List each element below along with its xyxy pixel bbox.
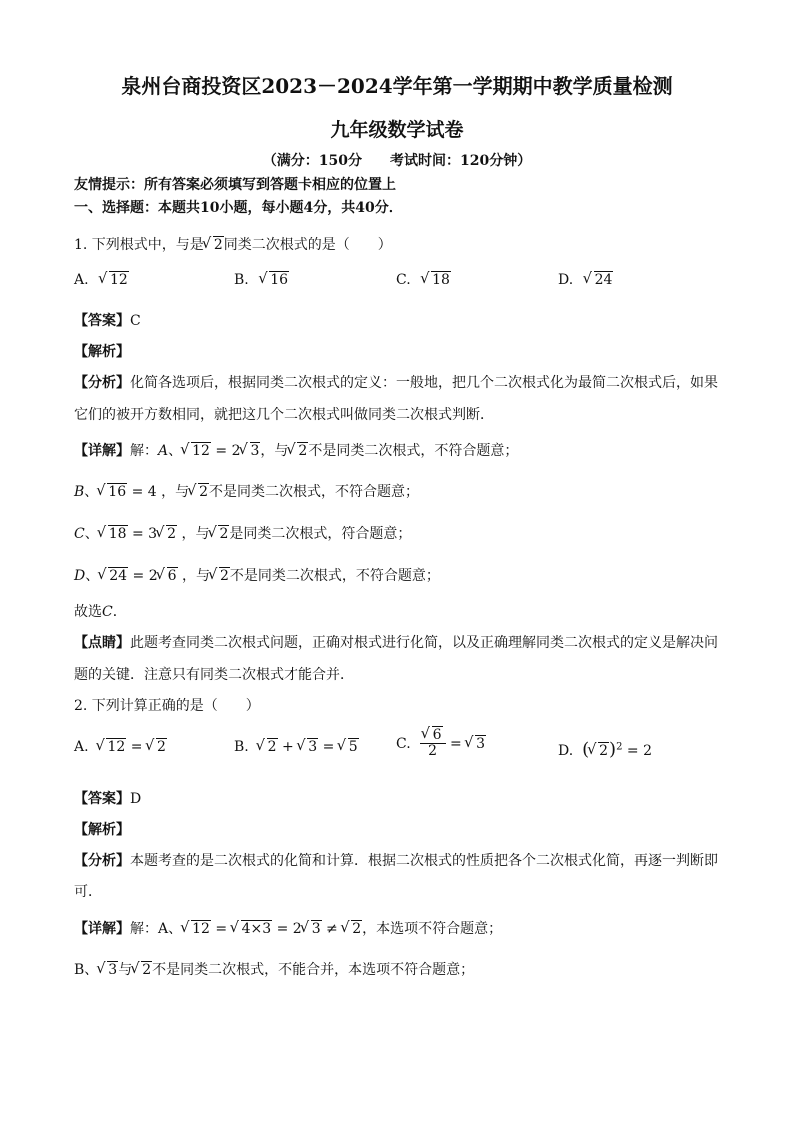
section-heading: 一、选择题：本题共10小题，每小题4分，共40分． <box>74 200 403 216</box>
q1-comment-line2: 题的关键．注意只有同类二次根式才能合并． <box>74 667 354 683</box>
exam-subtitle: 九年级数学试卷 <box>330 119 464 141</box>
q1-fenxi-line1: 【分析】化简各选项后，根据同类二次根式的定义：一般地，把几个二次根式化为最简二次根式后，如果 <box>74 375 718 391</box>
q1-conclusion: 故选C． <box>74 604 127 620</box>
q2-stem: 2. 下列计算正确的是（ ） <box>74 698 260 714</box>
q2-analysis-tag: 【解析】 <box>74 822 130 838</box>
q1-option-b: B. √ 16 <box>234 272 289 288</box>
q1-detail-d: D、√ 24 = 2√ 6 ，与√ 2不是同类二次根式，不符合题意； <box>74 565 440 585</box>
q2-detail-b: B、√ 3与√ 2不是同类二次根式，不能合并，本选项不符合题意； <box>74 959 474 979</box>
q2-option-c: C. √ $\frac{6}{2}$ = √ 3 <box>396 728 486 760</box>
q1-option-c: C. √ 18 <box>396 272 451 288</box>
q1-option-a: A. √ 12 <box>74 272 129 288</box>
q1-detail-b: B、√ 16 = 4 ，与√ 2不是同类二次根式，不符合题意； <box>74 481 419 501</box>
q1-option-d: D. √ 24 <box>558 272 613 288</box>
q1-detail-c: C、√ 18 = 3√ 2 ，与√ 2是同类二次根式，符合题意； <box>74 523 411 543</box>
q2-option-a: A. √ 12 = √ 2 <box>74 739 167 755</box>
exam-title: 泉州台商投资区2023－2024学年第一学期期中教学质量检测 <box>121 74 673 98</box>
q2-fenxi-line2: 可． <box>74 884 102 900</box>
q1-stem: 1. 下列根式中，与是√ 2同类二次根式的是（ ） <box>74 234 392 254</box>
q1-detail-a: 【详解】解：A、√ 12 = 2√ 3，与√ 2不是同类二次根式，不符合题意； <box>74 440 518 460</box>
q2-option-b: B. √ 2 + √ 3 = √ 5 <box>234 739 359 755</box>
q1-analysis-tag: 【解析】 <box>74 344 130 360</box>
q2-option-d: D. (√ 2)$^2$ = 2 <box>558 739 652 760</box>
q2-detail-a: 【详解】解：A、√ 12 = √ 4×3 = 2√ 3 ≠ √ 2，本选项不符合题意； <box>74 918 502 938</box>
friendly-tip: 友情提示：所有答案必须填写到答题卡相应的位置上 <box>74 177 396 193</box>
q2-fenxi-line1: 【分析】本题考查的是二次根式的化简和计算．根据二次根式的性质把各个二次根式化简，再逐一判断即 <box>74 853 718 869</box>
q1-comment-line1: 【点睛】此题考查同类二次根式问题，正确对根式进行化简，以及正确理解同类二次根式的定义是解决问 <box>74 635 718 651</box>
q1-answer: 【答案】C <box>74 313 141 329</box>
q2-answer: 【答案】D <box>74 791 142 807</box>
exam-meta: （满分：150分 考试时间：120分钟） <box>262 153 532 169</box>
q1-fenxi-line2: 它们的被开方数相同，就把这几个二次根式叫做同类二次根式判断． <box>74 407 494 423</box>
